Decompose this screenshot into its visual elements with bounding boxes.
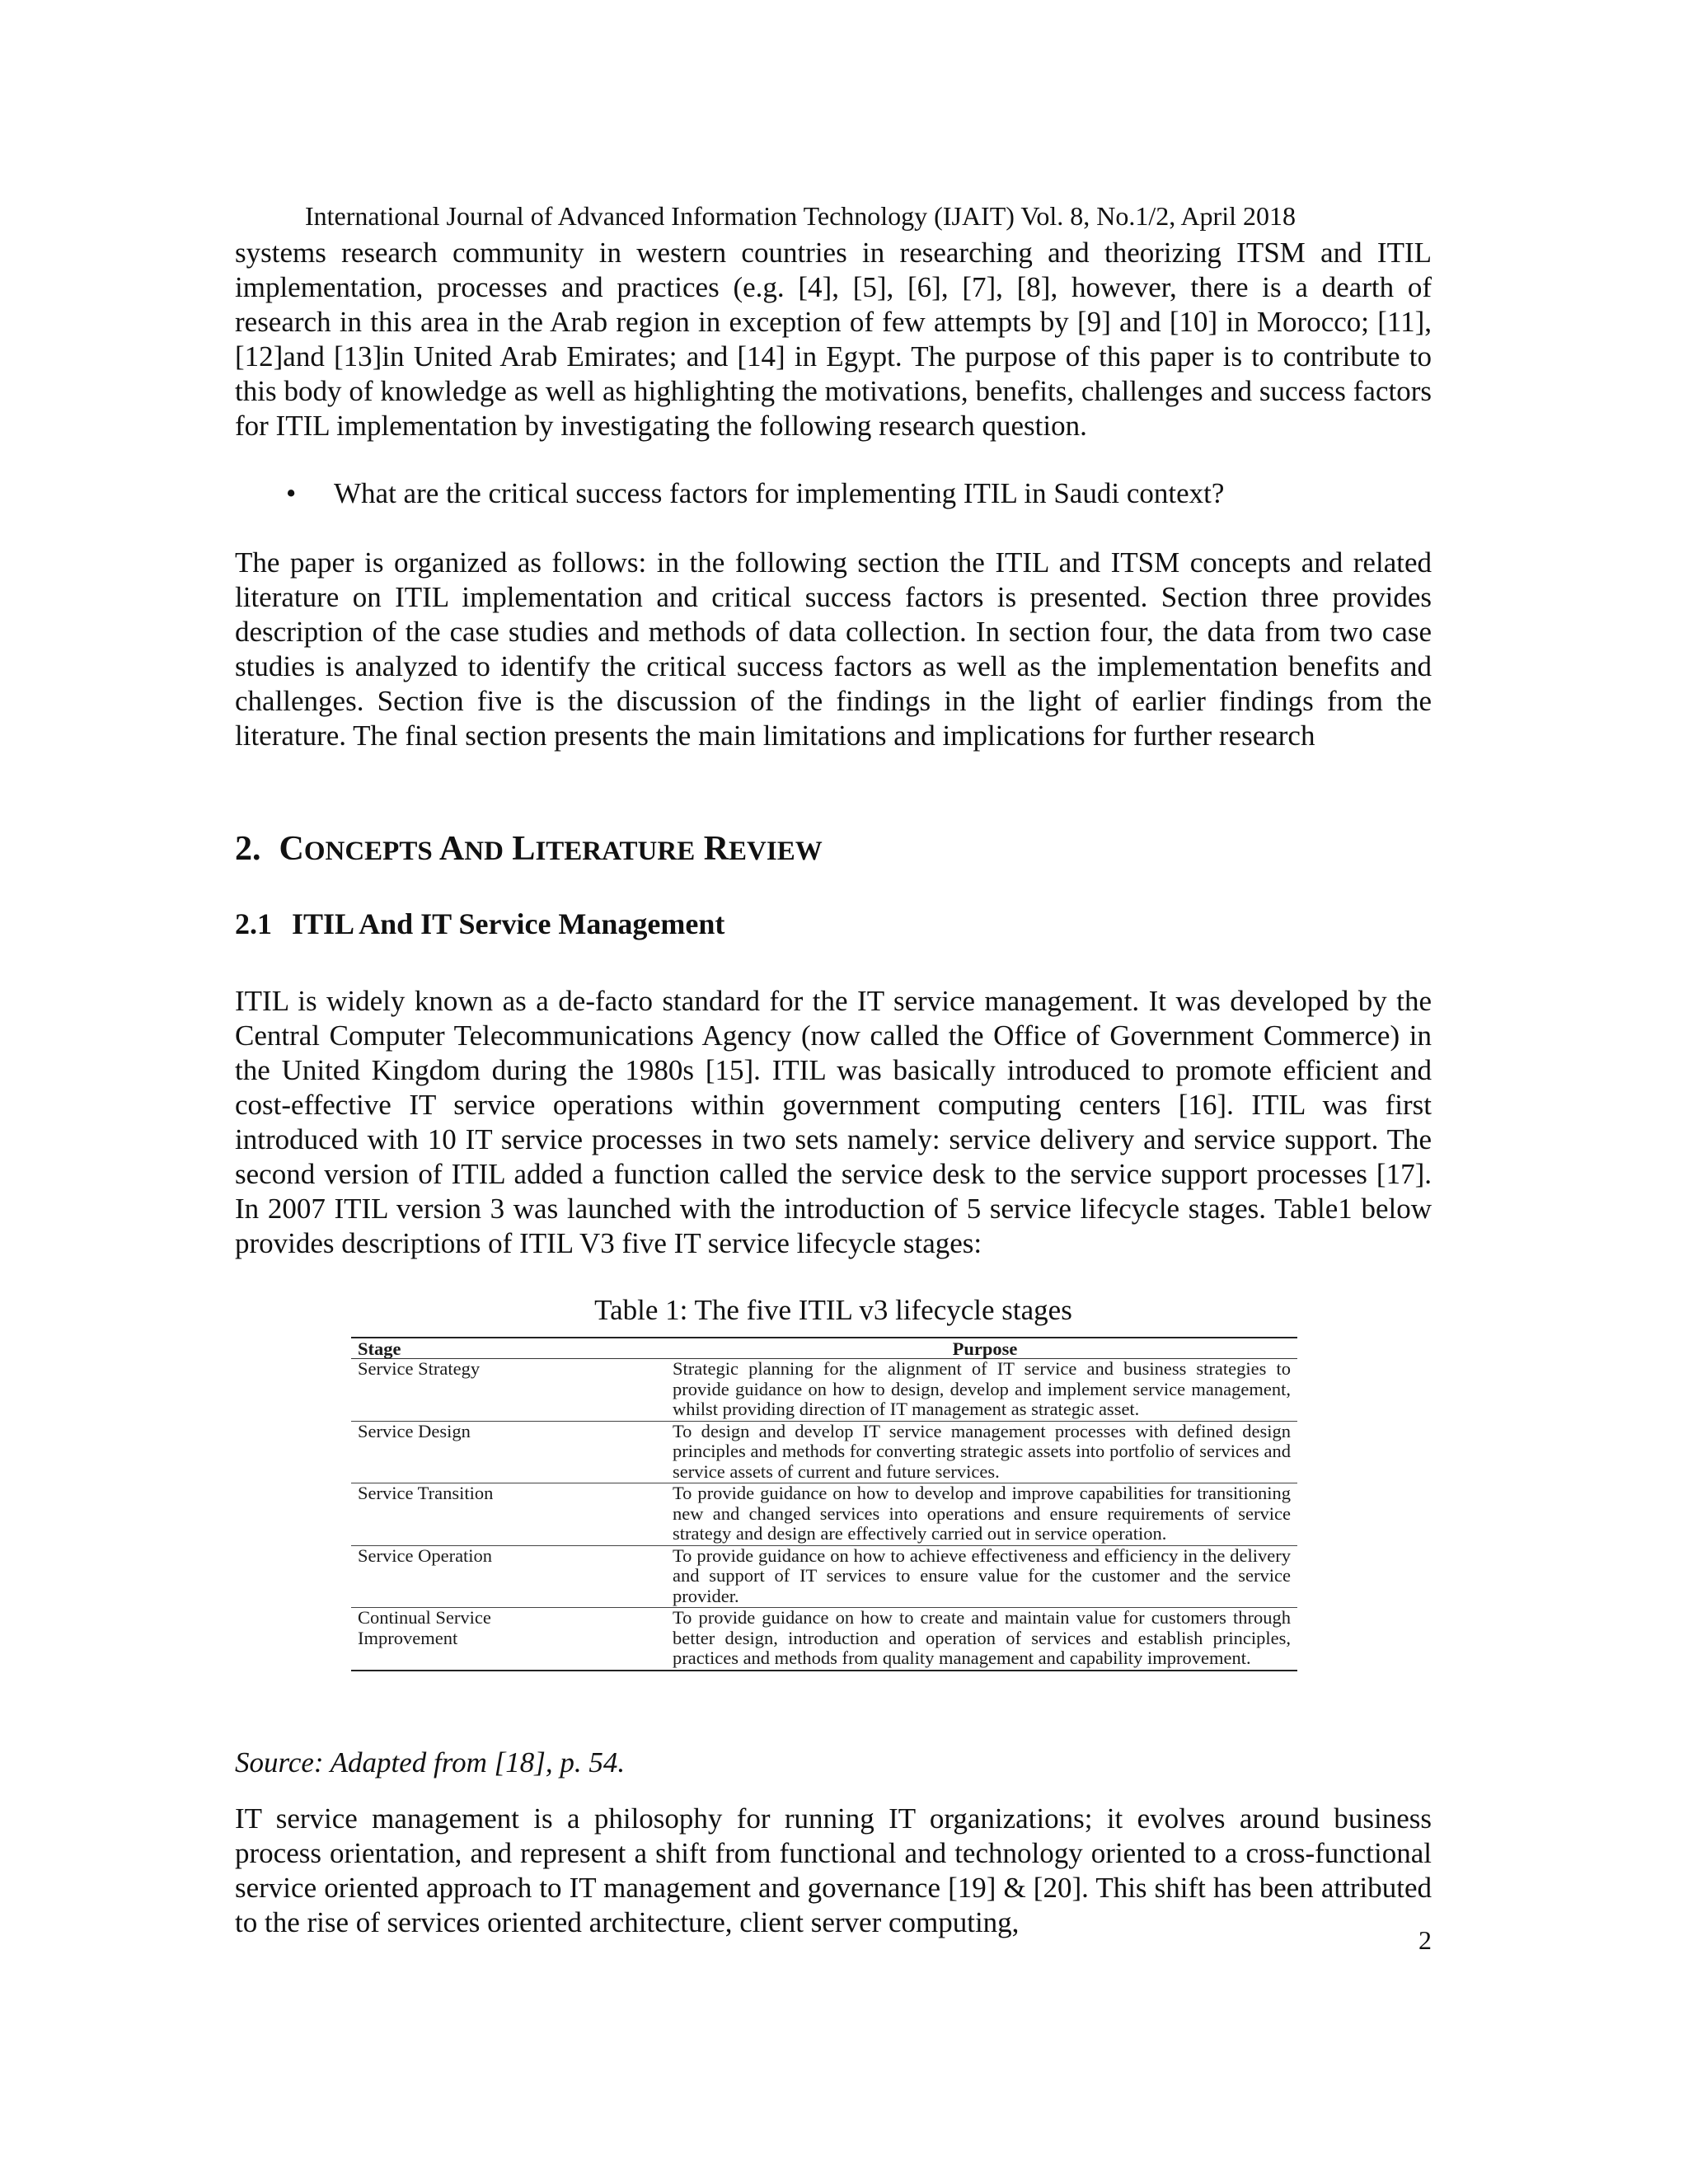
section-word-1: CONCEPTS bbox=[279, 830, 433, 868]
table-source-note: Source: Adapted from [18], p. 54. bbox=[235, 1746, 626, 1779]
table-header-purpose: Purpose bbox=[666, 1338, 1297, 1359]
table-header-row bbox=[351, 1338, 1297, 1359]
table-cell-stage: Service Transition bbox=[351, 1483, 666, 1546]
table-cell-stage: Service Strategy bbox=[351, 1359, 666, 1422]
section-word-3: LITERATURE bbox=[512, 830, 696, 868]
table-row bbox=[351, 1608, 1297, 1671]
section-heading bbox=[235, 826, 823, 874]
table-row bbox=[351, 1483, 1297, 1546]
section-number: 2. bbox=[235, 830, 261, 868]
section-word-2: AND bbox=[438, 830, 504, 868]
table-cell-purpose: To design and develop IT service management processes with defined design principles and methods for converting strategic assets into portfolio of services and service assets of current and future services. bbox=[666, 1421, 1297, 1483]
table-cell-purpose: Strategic planning for the alignment of IT service and business strategies to provide guidance on how to design, develop and implement service management, whilst providing direction of IT management as strategic asset. bbox=[666, 1359, 1297, 1422]
table-cell-purpose: To provide guidance on how to achieve effectiveness and efficiency in the delivery and support of IT services to ensure value for the customer and the service provider. bbox=[666, 1545, 1297, 1608]
table-cell-stage: Continual Service Improvement bbox=[351, 1608, 666, 1671]
page-number: 2 bbox=[1418, 1925, 1432, 1955]
subsection-heading bbox=[235, 905, 724, 943]
subsection-number: 2.1 bbox=[235, 907, 272, 940]
section-word-4: REVIEW bbox=[703, 830, 823, 868]
table-row bbox=[351, 1359, 1297, 1422]
paragraph-intro: systems research community in western countries in researching and theorizing ITSM and ITIL implementation, processes and practices (e.g. [4], [5], [6], [7], [8], however, there is a dearth of research in this area in the Arab region in exception of few attempts by [9] and [10] in Morocco; [11], [12]and [13]in United Arab Emirates; and [14] in Egypt. The purpose of this paper is to contribute to this body of knowledge as well as highlighting the motivations, benefits, challenges and success factors for ITIL implementation by investigating the following research question. bbox=[235, 237, 1432, 442]
table-row bbox=[351, 1545, 1297, 1608]
lifecycle-table bbox=[351, 1337, 1297, 1671]
table-cell-stage: Service Operation bbox=[351, 1545, 666, 1608]
table-cell-purpose: To provide guidance on how to develop and improve capabilities for transitioning new and changed services into operations and ensure requirements of service strategy and design are effectively carried out in service operation. bbox=[666, 1483, 1297, 1546]
research-question-text: What are the critical success factors for implementing ITIL in Saudi context? bbox=[334, 477, 1225, 509]
table-cell-purpose: To provide guidance on how to create and maintain value for customers through better design, introduction and operation of services and establish principles, practices and methods from quality management and capability improvement. bbox=[666, 1608, 1297, 1671]
subsection-title: ITIL And IT Service Management bbox=[292, 907, 725, 940]
table-header-stage: Stage bbox=[351, 1338, 666, 1359]
bullet-icon: • bbox=[286, 477, 297, 509]
paragraph-organization: The paper is organized as follows: in the following section the ITIL and ITSM concepts and related literature on ITIL implementation and critical success factors is presented. Section three provides description of the case studies and methods of data collection. In section four, the data from two case studies is analyzed to identify the critical success factors as well as the implementation benefits and challenges. Section five is the discussion of the findings in the light of earlier findings from the literature. The final section presents the main limitations and implications for further research bbox=[235, 546, 1432, 752]
research-question-bullet bbox=[235, 476, 1432, 511]
paragraph-itil: ITIL is widely known as a de-facto standard for the IT service management. It was developed by the Central Computer Telecommunications Agency (now called the Office of Government Commerce) in the United Kingdom during the 1980s [15]. ITIL was basically introduced to promote efficient and cost-effective IT service operations within government computing centers [16]. ITIL was first introduced with 10 IT service processes in two sets namely: service delivery and service support. The second version of ITIL added a function called the service desk to the service support processes [17]. In 2007 ITIL version 3 was launched with the introduction of 5 service lifecycle stages. Table1 below provides descriptions of ITIL V3 five IT service lifecycle stages: bbox=[235, 985, 1432, 1259]
paragraph-itsm: IT service management is a philosophy for running IT organizations; it evolves around business process orientation, and represent a shift from functional and technology oriented to a cross-functional service oriented approach to IT management and governance [19] & [20]. This shift has been attributed to the rise of services oriented architecture, client server computing, bbox=[235, 1802, 1432, 1938]
table-cell-stage: Service Design bbox=[351, 1421, 666, 1483]
table-row bbox=[351, 1421, 1297, 1483]
running-header: International Journal of Advanced Information Technology (IJAIT) Vol. 8, No.1/2, April 2018 bbox=[305, 201, 1296, 231]
table-caption: Table 1: The five ITIL v3 lifecycle stages bbox=[594, 1294, 1072, 1326]
